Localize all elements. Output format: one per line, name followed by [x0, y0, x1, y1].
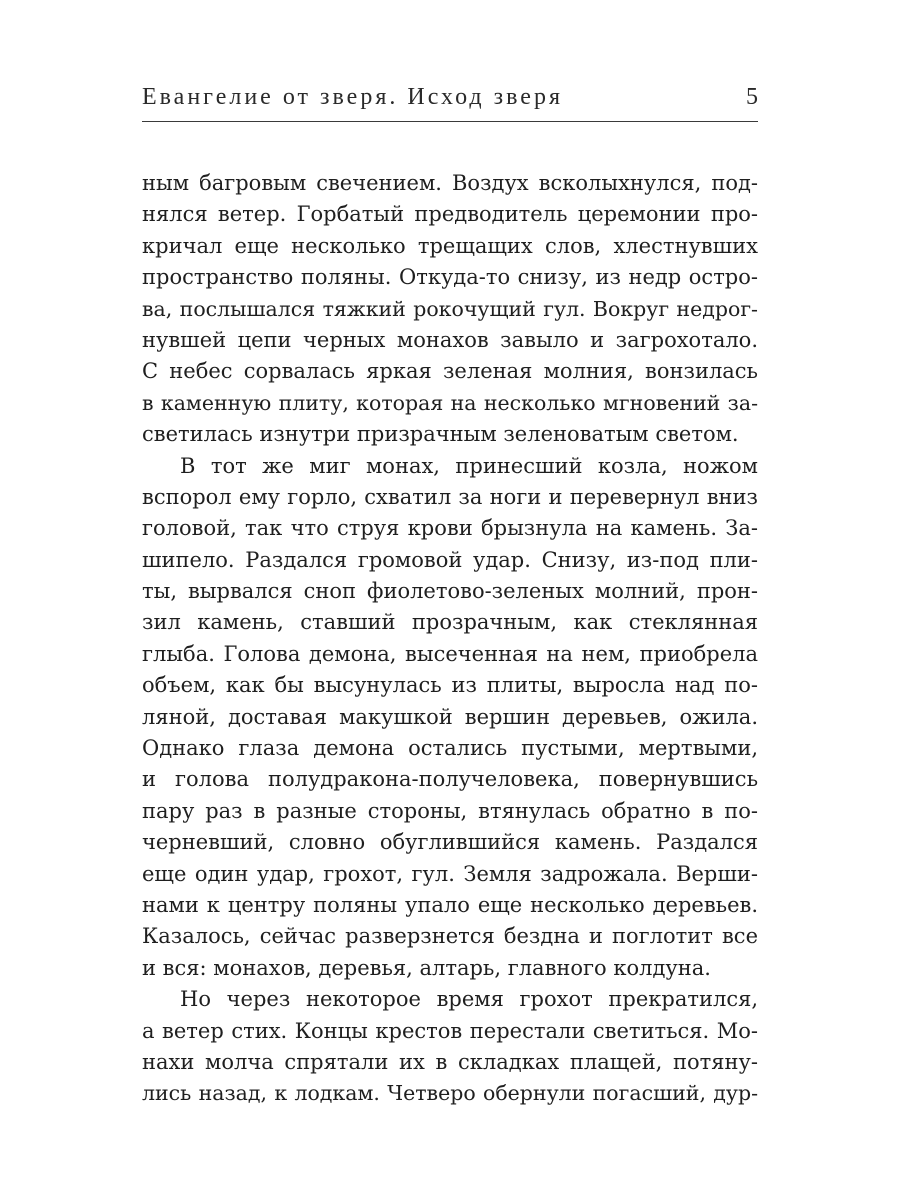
page-number: 5	[746, 84, 758, 110]
text-line: глыба. Голова демона, высеченная на нем, приобрела	[142, 641, 758, 666]
paragraph-1	[142, 168, 758, 451]
text-line: а ветер стих. Концы крестов перестали светиться. Мо-	[142, 1018, 758, 1043]
text-line: Но через некоторое время грохот прекратился,	[180, 987, 758, 1012]
text-line: ты, вырвался сноп фиолетово-зеленых молний, прон-	[142, 579, 758, 604]
text-line: зил камень, ставший прозрачным, как стеклянная	[142, 610, 758, 635]
text-line: С небес сорвалась яркая зеленая молния, вонзилась	[142, 359, 758, 384]
text-line: и вся: монахов, деревья, алтарь, главного колдуна.	[142, 955, 711, 980]
text-line: нувшей цепи черных монахов завыло и загрохотало.	[142, 327, 758, 352]
paragraph-2	[142, 451, 758, 985]
text-line: кричал еще несколько трещащих слов, хлестнувших	[142, 233, 758, 258]
text-line: шипело. Раздался громовой удар. Снизу, из-под пли-	[142, 547, 758, 572]
text-line: Однако глаза демона остались пустыми, мертвыми,	[142, 736, 758, 761]
text-line: светилась изнутри призрачным зеленоватым светом.	[142, 422, 739, 447]
text-line: нами к центру поляны упало еще несколько деревьев.	[142, 892, 758, 917]
text-line: ляной, доставая макушкой вершин деревьев, ожила.	[142, 704, 758, 729]
text-line: В тот же миг монах, принесший козла, ножом	[180, 453, 758, 478]
text-line: нахи молча спрятали их в складках плащей, потяну-	[142, 1049, 758, 1074]
running-header	[142, 84, 758, 118]
text-line: лись назад, к лодкам. Четверо обернули погасший, дур-	[142, 1081, 758, 1106]
text-line: ным багровым свечением. Воздух всколыхнулся, под-	[142, 171, 758, 195]
text-line: Казалось, сейчас разверзнется бездна и поглотит все	[142, 924, 758, 949]
text-line: в каменную плиту, которая на несколько мгновений за-	[142, 390, 758, 415]
text-line: вспорол ему горло, схватил за ноги и перевернул вниз	[142, 484, 758, 509]
text-line: ва, послышался тяжкий рокочущий гул. Вокруг недрог-	[142, 296, 758, 321]
paragraph-3	[142, 984, 758, 1110]
text-line: еще один удар, грохот, гул. Земля задрожала. Верши-	[142, 861, 758, 886]
text-line: пространство поляны. Откуда-то снизу, из недр остро-	[142, 265, 758, 290]
text-line: объем, как бы высунулась из плиты, выросла над по-	[142, 673, 758, 698]
text-line: и голова полудракона-получеловека, повернувшись	[142, 767, 758, 792]
text-line: пару раз в разные стороны, втянулась обратно в по-	[142, 798, 758, 823]
header-rule	[142, 121, 758, 122]
text-line: головой, так что струя крови брызнула на камень. За-	[142, 516, 758, 541]
text-line: нялся ветер. Горбатый предводитель церемонии про-	[142, 202, 758, 227]
body-text	[142, 168, 758, 1110]
running-title: Евангелие от зверя. Исход зверя	[142, 84, 563, 110]
text-line: черневший, словно обуглившийся камень. Раздался	[142, 830, 758, 855]
